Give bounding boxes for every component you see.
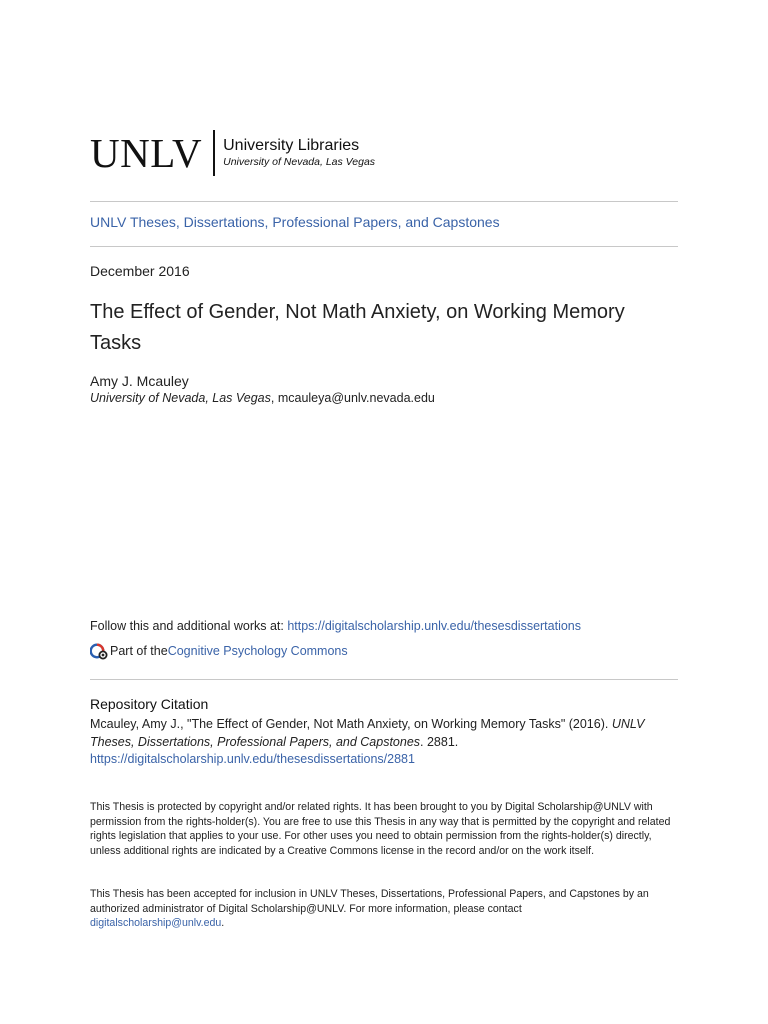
acceptance-notice (90, 887, 675, 931)
part-of-line (90, 642, 348, 660)
logo-divider (213, 130, 215, 176)
acceptance-end: . (221, 917, 225, 929)
contact-email-link[interactable]: digitalscholarship@unlv.edu (90, 917, 222, 929)
unlv-libraries-logo[interactable] (90, 130, 375, 176)
logo-wordmark: UNLV (90, 129, 203, 176)
creative-commons-icon (90, 642, 108, 660)
series-link[interactable]: UNLV Theses, Dissertations, Professional Papers, and Capstones (90, 214, 500, 230)
logo-text (223, 137, 375, 169)
divider-citation (90, 679, 678, 680)
divider-top (90, 201, 678, 202)
part-of-label: Part of the (110, 644, 168, 658)
commons-link[interactable]: Cognitive Psychology Commons (167, 644, 348, 658)
publication-date: December 2016 (90, 263, 190, 279)
citation-start: Mcauley, Amy J., "The Effect of Gender, Not Math Anxiety, on Working Memory Tasks" (2016). (90, 717, 612, 731)
affiliation-separator: , (270, 391, 278, 405)
author-affiliation-line (90, 391, 435, 405)
citation-series: UNLV Theses, Dissertations, Professional Papers, and Capstones (90, 717, 645, 749)
acceptance-text: This Thesis has been accepted for inclusion in UNLV Theses, Dissertations, Professional Papers, and Capstones by an authorized administrator of Digital Scholarship@UNLV. For more information, please contact (90, 888, 649, 915)
citation-url-link[interactable]: https://digitalscholarship.unlv.edu/thesesdissertations/2881 (90, 752, 415, 766)
citation-heading: Repository Citation (90, 696, 209, 712)
citation-text (90, 716, 670, 769)
library-subtitle: University of Nevada, Las Vegas (223, 156, 376, 168)
author-affiliation: University of Nevada, Las Vegas (90, 391, 271, 405)
follow-line (90, 619, 581, 633)
library-title: University Libraries (223, 137, 360, 154)
collection-url-link[interactable]: https://digitalscholarship.unlv.edu/thesesdissertations (287, 619, 582, 633)
author-email: mcauleya@unlv.nevada.edu (277, 391, 435, 405)
divider-series (90, 246, 678, 247)
follow-label: Follow this and additional works at: (90, 619, 288, 633)
rights-notice: This Thesis is protected by copyright and/or related rights. It has been brought to you by Digital Scholarship@UNLV with permission from the rights-holder(s). You are free to use this Thesis in any way that is permitted by the copyright and related rights legislation that applies to your use. For other uses you need to obtain permission from the rights-holder(s) directly, unless additional rights are indicated by a Creative Commons license in the record and/or on the work itself. (90, 801, 671, 857)
author-name: Amy J. Mcauley (90, 373, 189, 389)
thesis-title: The Effect of Gender, Not Math Anxiety, on Working Memory Tasks (90, 301, 625, 354)
cover-page (90, 0, 678, 1024)
citation-number: . 2881. (420, 734, 459, 749)
